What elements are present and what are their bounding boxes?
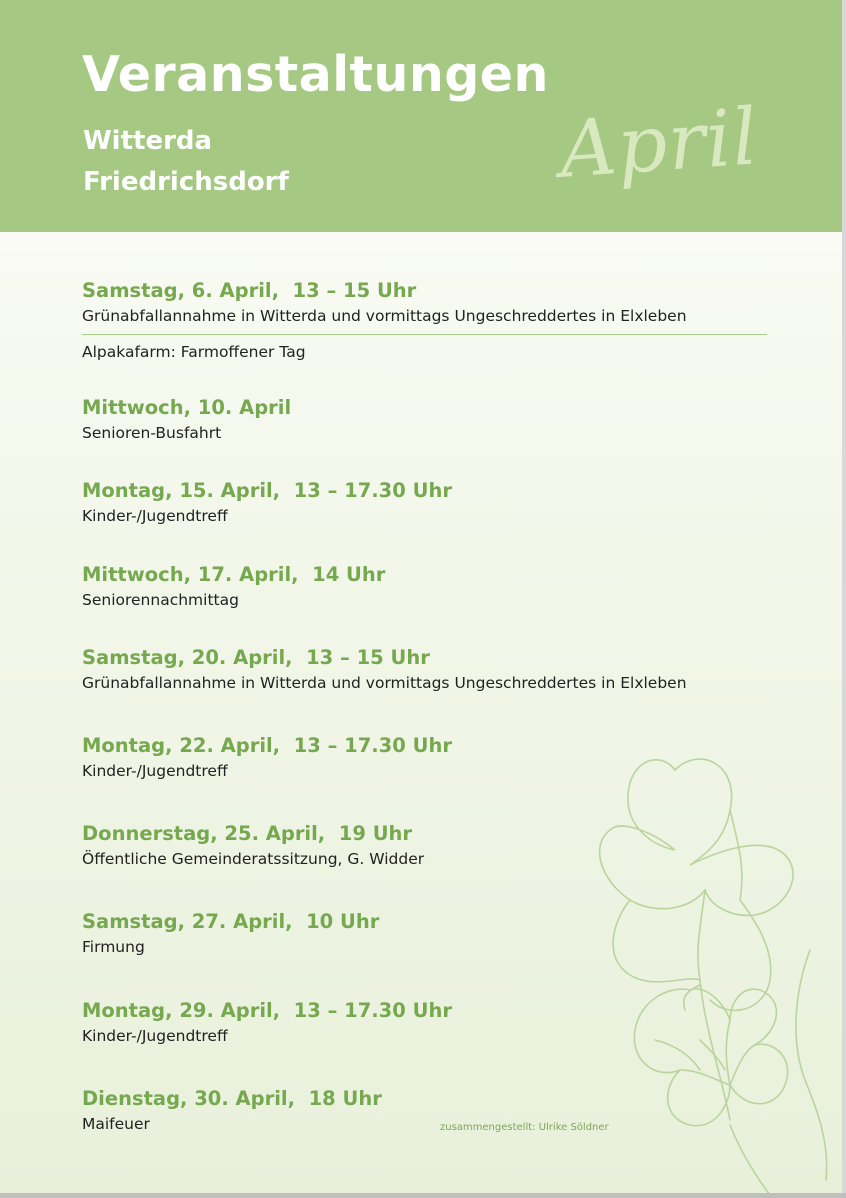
event-description: Grünabfallannahme in Witterda und vormittags Ungeschreddertes in Elxleben — [82, 674, 687, 692]
event-date: Montag, 15. April, 13 – 17.30 Uhr — [82, 479, 452, 502]
event-description: Grünabfallannahme in Witterda und vormittags Ungeschreddertes in Elxleben — [82, 307, 687, 325]
event-description: Öffentliche Gemeinderatssitzung, G. Widder — [82, 850, 425, 868]
page-edge-bottom — [0, 1193, 846, 1198]
place-friedrichsdorf: Friedrichsdorf — [83, 167, 289, 197]
event-divider — [82, 334, 767, 335]
event-date: Samstag, 6. April, 13 – 15 Uhr — [82, 279, 417, 302]
event-item — [82, 278, 772, 328]
event-date: Samstag, 20. April, 13 – 15 Uhr — [82, 646, 430, 669]
event-date: Samstag, 27. April, 10 Uhr — [82, 910, 380, 933]
page-title: Veranstaltungen — [82, 46, 549, 103]
event-date: Mittwoch, 10. April — [82, 396, 292, 419]
event-description: Kinder-/Jugendtreff — [82, 1027, 228, 1045]
event-date: Montag, 29. April, 13 – 17.30 Uhr — [82, 999, 452, 1022]
place-witterda: Witterda — [83, 126, 213, 156]
event-date: Montag, 22. April, 13 – 17.30 Uhr — [82, 734, 452, 757]
event-date: Donnerstag, 25. April, 19 Uhr — [82, 822, 413, 845]
event-description: Firmung — [82, 938, 145, 956]
event-item — [82, 562, 772, 612]
page-edge-right — [842, 0, 846, 1198]
event-item — [82, 645, 772, 695]
event-description: Kinder-/Jugendtreff — [82, 507, 228, 525]
month-script-title: April — [556, 92, 762, 196]
event-date: Dienstag, 30. April, 18 Uhr — [82, 1087, 382, 1110]
header-banner — [0, 0, 846, 232]
flower-outline-decoration — [580, 740, 846, 1198]
event-description: Maifeuer — [82, 1115, 150, 1133]
compiled-by-credit: zusammengestellt: Ulrike Söldner — [440, 1122, 609, 1133]
event-description: Seniorennachmittag — [82, 591, 239, 609]
event-description: Senioren-Busfahrt — [82, 424, 222, 442]
event-date: Mittwoch, 17. April, 14 Uhr — [82, 563, 386, 586]
event-item — [82, 478, 772, 528]
event-description: Kinder-/Jugendtreff — [82, 762, 228, 780]
event-extra-description: Alpakafarm: Farmoffener Tag — [82, 343, 306, 361]
event-item — [82, 395, 772, 445]
